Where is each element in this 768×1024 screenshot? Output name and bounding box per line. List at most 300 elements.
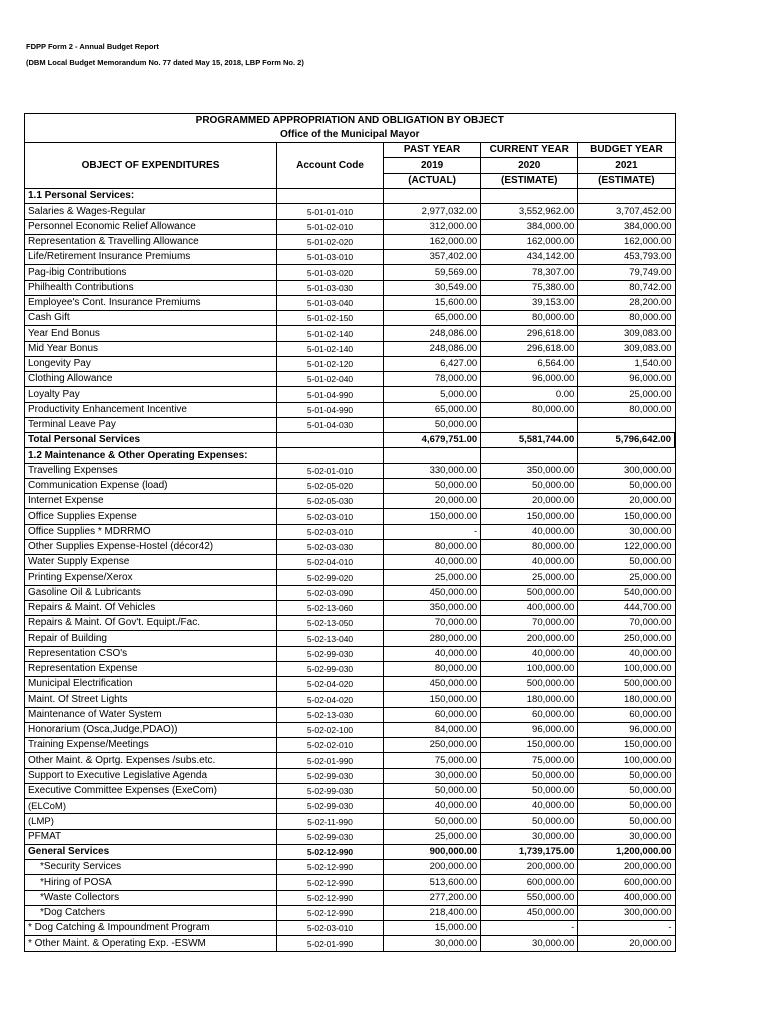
past-year-amount: 50,000.00: [384, 814, 481, 829]
table-row: [25, 829, 676, 844]
past-year-amount: 450,000.00: [384, 677, 481, 692]
expense-name: Clothing Allowance: [25, 372, 277, 387]
past-year-amount: 5,000.00: [384, 387, 481, 402]
col-header-past-year: 2019: [384, 158, 481, 173]
budget-year-amount: 50,000.00: [578, 555, 675, 570]
current-year-amount: 40,000.00: [481, 555, 578, 570]
current-year-amount: 50,000.00: [481, 783, 578, 798]
past-year-amount: 40,000.00: [384, 555, 481, 570]
account-code: 5-02-12-990: [277, 844, 384, 859]
table-row: [25, 692, 676, 707]
budget-year-amount: 384,000.00: [578, 219, 675, 234]
current-year-amount: 30,000.00: [481, 829, 578, 844]
budget-year-amount: 540,000.00: [578, 585, 675, 600]
current-year-amount: 96,000.00: [481, 372, 578, 387]
past-year-amount: 513,600.00: [384, 875, 481, 890]
past-year-amount: 218,400.00: [384, 905, 481, 920]
current-year-amount: 5,581,744.00: [481, 433, 578, 448]
account-code: 5-02-99-030: [277, 783, 384, 798]
current-year-amount: 550,000.00: [481, 890, 578, 905]
expense-name: *Waste Collectors: [25, 890, 277, 905]
table-row: [25, 860, 676, 875]
current-year-amount: 6,564.00: [481, 356, 578, 371]
past-year-amount: 50,000.00: [384, 417, 481, 432]
account-code: 5-02-01-990: [277, 753, 384, 768]
past-year-amount: 80,000.00: [384, 539, 481, 554]
expense-name: (ELCoM): [25, 799, 277, 814]
empty-cell: [384, 189, 481, 204]
expense-name: Gasoline Oil & Lubricants: [25, 585, 277, 600]
expense-name: Water Supply Expense: [25, 555, 277, 570]
past-year-amount: 50,000.00: [384, 478, 481, 493]
expense-name: Executive Committee Expenses (ExeCom): [25, 783, 277, 798]
budget-year-amount: 5,796,642.00: [578, 433, 675, 448]
table-body: [25, 189, 676, 952]
current-year-amount: 70,000.00: [481, 616, 578, 631]
col-header-budget-year: 2021: [578, 158, 675, 173]
past-year-amount: 25,000.00: [384, 570, 481, 585]
table-row: [25, 738, 676, 753]
account-code: 5-02-99-020: [277, 570, 384, 585]
budget-year-amount: 40,000.00: [578, 646, 675, 661]
table-row: [25, 646, 676, 661]
column-header-row: [25, 143, 676, 158]
table-row: [25, 326, 676, 341]
table-row: [25, 250, 676, 265]
past-year-amount: 248,086.00: [384, 326, 481, 341]
budget-year-amount: 50,000.00: [578, 814, 675, 829]
account-code: 5-02-03-010: [277, 509, 384, 524]
account-code: 5-02-12-990: [277, 890, 384, 905]
budget-year-amount: 122,000.00: [578, 539, 675, 554]
current-year-amount: 1,739,175.00: [481, 844, 578, 859]
budget-table: [24, 113, 676, 952]
account-code: 5-01-03-010: [277, 250, 384, 265]
current-year-amount: [481, 417, 578, 432]
account-code: 5-01-04-990: [277, 402, 384, 417]
past-year-amount: 30,000.00: [384, 768, 481, 783]
account-code: 5-02-03-090: [277, 585, 384, 600]
table-row: [25, 707, 676, 722]
table-subtitle: Office of the Municipal Mayor: [25, 128, 676, 143]
budget-year-amount: 300,000.00: [578, 905, 675, 920]
account-code: 5-02-13-060: [277, 600, 384, 615]
budget-year-amount: 80,000.00: [578, 311, 675, 326]
table-row: [25, 814, 676, 829]
expense-name: *Security Services: [25, 860, 277, 875]
past-year-amount: 15,600.00: [384, 295, 481, 310]
table-title: PROGRAMMED APPROPRIATION AND OBLIGATION BY OBJECT: [25, 114, 676, 129]
budget-year-amount: 180,000.00: [578, 692, 675, 707]
current-year-amount: 200,000.00: [481, 860, 578, 875]
table-row: [25, 799, 676, 814]
past-year-amount: 277,200.00: [384, 890, 481, 905]
account-code: 5-02-13-050: [277, 616, 384, 631]
expense-name: * Dog Catching & Impoundment Program: [25, 921, 277, 936]
past-year-amount: 150,000.00: [384, 509, 481, 524]
table-row: [25, 356, 676, 371]
past-year-amount: 40,000.00: [384, 799, 481, 814]
budget-year-amount: 3,707,452.00: [578, 204, 675, 219]
past-year-amount: 65,000.00: [384, 311, 481, 326]
budget-year-amount: 96,000.00: [578, 722, 675, 737]
table-row: [25, 494, 676, 509]
current-year-amount: 200,000.00: [481, 631, 578, 646]
budget-year-amount: 150,000.00: [578, 738, 675, 753]
expense-name: Maintenance of Water System: [25, 707, 277, 722]
past-year-amount: 20,000.00: [384, 494, 481, 509]
past-year-amount: 2,977,032.00: [384, 204, 481, 219]
budget-year-amount: 60,000.00: [578, 707, 675, 722]
section-row: [25, 448, 676, 463]
expense-name: Philhealth Contributions: [25, 280, 277, 295]
account-code: 5-01-04-990: [277, 387, 384, 402]
section-row: [25, 189, 676, 204]
budget-year-amount: 20,000.00: [578, 936, 675, 951]
table-row: [25, 753, 676, 768]
budget-year-amount: 100,000.00: [578, 753, 675, 768]
budget-year-amount: 250,000.00: [578, 631, 675, 646]
past-year-amount: 200,000.00: [384, 860, 481, 875]
current-year-amount: 0.00: [481, 387, 578, 402]
expense-name: *Dog Catchers: [25, 905, 277, 920]
past-year-amount: -: [384, 524, 481, 539]
budget-year-amount: 200,000.00: [578, 860, 675, 875]
current-year-amount: 40,000.00: [481, 524, 578, 539]
table-row: [25, 341, 676, 356]
budget-year-amount: 50,000.00: [578, 783, 675, 798]
expense-name: Other Supplies Expense-Hostel (décor42): [25, 539, 277, 554]
budget-year-amount: 400,000.00: [578, 890, 675, 905]
col-header-current: CURRENT YEAR: [481, 143, 578, 158]
expense-name: Communication Expense (load): [25, 478, 277, 493]
expense-name: * Other Maint. & Operating Exp. -ESWM: [25, 936, 277, 951]
table-row: [25, 936, 676, 951]
budget-year-amount: 79,749.00: [578, 265, 675, 280]
past-year-amount: 900,000.00: [384, 844, 481, 859]
table-row: [25, 265, 676, 280]
current-year-amount: 500,000.00: [481, 585, 578, 600]
expense-name: Representation Expense: [25, 661, 277, 676]
table-row: [25, 677, 676, 692]
expense-name: Cash Gift: [25, 311, 277, 326]
past-year-amount: 75,000.00: [384, 753, 481, 768]
past-year-amount: 84,000.00: [384, 722, 481, 737]
table-row: [25, 783, 676, 798]
current-year-amount: -: [481, 921, 578, 936]
empty-cell: [481, 448, 578, 463]
account-code: 5-02-99-030: [277, 646, 384, 661]
current-year-amount: 296,618.00: [481, 341, 578, 356]
table-row: [25, 478, 676, 493]
expense-name: Pag-ibig Contributions: [25, 265, 277, 280]
table-row: [25, 372, 676, 387]
account-code: 5-02-99-030: [277, 799, 384, 814]
past-year-amount: 312,000.00: [384, 219, 481, 234]
table-row: [25, 722, 676, 737]
account-code: 5-02-11-990: [277, 814, 384, 829]
budget-year-amount: -: [578, 921, 675, 936]
past-year-amount: 65,000.00: [384, 402, 481, 417]
account-code: 5-02-01-990: [277, 936, 384, 951]
col-header-budget-note: (ESTIMATE): [578, 173, 675, 188]
account-code: 5-01-02-010: [277, 219, 384, 234]
past-year-amount: 162,000.00: [384, 234, 481, 249]
expense-name: Personnel Economic Relief Allowance: [25, 219, 277, 234]
table-row: [25, 417, 676, 432]
expense-name: PFMAT: [25, 829, 277, 844]
account-code: 5-02-12-990: [277, 860, 384, 875]
expense-name: Travelling Expenses: [25, 463, 277, 478]
budget-year-amount: 25,000.00: [578, 570, 675, 585]
past-year-amount: 250,000.00: [384, 738, 481, 753]
expense-name: Repairs & Maint. Of Vehicles: [25, 600, 277, 615]
account-code: 5-01-04-030: [277, 417, 384, 432]
budget-year-amount: 30,000.00: [578, 829, 675, 844]
table-row: [25, 585, 676, 600]
expense-name: Life/Retirement Insurance Premiums: [25, 250, 277, 265]
table-row: [25, 402, 676, 417]
table-row: [25, 890, 676, 905]
budget-year-amount: 162,000.00: [578, 234, 675, 249]
table-row: [25, 204, 676, 219]
col-header-past-note: (ACTUAL): [384, 173, 481, 188]
table-row: [25, 539, 676, 554]
budget-year-amount: 100,000.00: [578, 661, 675, 676]
past-year-amount: 330,000.00: [384, 463, 481, 478]
budget-year-amount: 309,083.00: [578, 326, 675, 341]
budget-year-amount: 50,000.00: [578, 478, 675, 493]
budget-year-amount: 1,200,000.00: [578, 844, 675, 859]
account-code: 5-01-02-140: [277, 341, 384, 356]
table-row: [25, 570, 676, 585]
past-year-amount: 40,000.00: [384, 646, 481, 661]
expense-name: (LMP): [25, 814, 277, 829]
budget-year-amount: 50,000.00: [578, 768, 675, 783]
budget-year-amount: 300,000.00: [578, 463, 675, 478]
table-row: [25, 844, 676, 859]
table-row: [25, 219, 676, 234]
expense-name: Other Maint. & Oprtg. Expenses /subs.etc.: [25, 753, 277, 768]
account-code: 5-02-13-040: [277, 631, 384, 646]
empty-cell: [578, 189, 675, 204]
expense-name: Training Expense/Meetings: [25, 738, 277, 753]
col-header-past: PAST YEAR: [384, 143, 481, 158]
expense-name: Office Supplies Expense: [25, 509, 277, 524]
table-row: [25, 875, 676, 890]
current-year-amount: 50,000.00: [481, 814, 578, 829]
empty-cell: [578, 448, 675, 463]
current-year-amount: 350,000.00: [481, 463, 578, 478]
current-year-amount: 3,552,962.00: [481, 204, 578, 219]
empty-cell: [277, 448, 384, 463]
account-code: 5-02-04-020: [277, 677, 384, 692]
current-year-amount: 180,000.00: [481, 692, 578, 707]
budget-year-amount: [578, 417, 675, 432]
current-year-amount: 450,000.00: [481, 905, 578, 920]
current-year-amount: 40,000.00: [481, 646, 578, 661]
account-code: 5-02-05-030: [277, 494, 384, 509]
past-year-amount: 25,000.00: [384, 829, 481, 844]
past-year-amount: 78,000.00: [384, 372, 481, 387]
budget-year-amount: 600,000.00: [578, 875, 675, 890]
expense-name: Repairs & Maint. Of Gov't. Equipt./Fac.: [25, 616, 277, 631]
past-year-amount: 30,549.00: [384, 280, 481, 295]
past-year-amount: 59,569.00: [384, 265, 481, 280]
budget-year-amount: 1,540.00: [578, 356, 675, 371]
past-year-amount: 280,000.00: [384, 631, 481, 646]
empty-cell: [384, 448, 481, 463]
current-year-amount: 150,000.00: [481, 738, 578, 753]
current-year-amount: 384,000.00: [481, 219, 578, 234]
table-row: [25, 387, 676, 402]
table-row: [25, 661, 676, 676]
account-code: 5-02-02-010: [277, 738, 384, 753]
col-header-current-year: 2020: [481, 158, 578, 173]
budget-year-amount: 500,000.00: [578, 677, 675, 692]
past-year-amount: 60,000.00: [384, 707, 481, 722]
past-year-amount: 4,679,751.00: [384, 433, 481, 448]
expense-name: Longevity Pay: [25, 356, 277, 371]
past-year-amount: 450,000.00: [384, 585, 481, 600]
account-code: 5-02-12-990: [277, 875, 384, 890]
current-year-amount: 296,618.00: [481, 326, 578, 341]
expense-name: Maint. Of Street Lights: [25, 692, 277, 707]
account-code: 5-02-12-990: [277, 905, 384, 920]
budget-year-amount: 30,000.00: [578, 524, 675, 539]
table-row: [25, 509, 676, 524]
past-year-amount: 350,000.00: [384, 600, 481, 615]
current-year-amount: 25,000.00: [481, 570, 578, 585]
expense-name: Salaries & Wages-Regular: [25, 204, 277, 219]
expense-name: Loyalty Pay: [25, 387, 277, 402]
table-row: [25, 921, 676, 936]
account-code: 5-02-04-020: [277, 692, 384, 707]
total-row: [25, 433, 676, 448]
expense-name: Repair of Building: [25, 631, 277, 646]
table-row: [25, 280, 676, 295]
account-code: 5-02-99-030: [277, 661, 384, 676]
past-year-amount: 15,000.00: [384, 921, 481, 936]
expense-name: Representation CSO's: [25, 646, 277, 661]
account-code: 5-02-05-020: [277, 478, 384, 493]
current-year-amount: 150,000.00: [481, 509, 578, 524]
table-row: [25, 311, 676, 326]
expense-name: Honorarium (Osca,Judge,PDAO)): [25, 722, 277, 737]
current-year-amount: 50,000.00: [481, 478, 578, 493]
budget-year-amount: 96,000.00: [578, 372, 675, 387]
col-header-current-note: (ESTIMATE): [481, 173, 578, 188]
current-year-amount: 75,000.00: [481, 753, 578, 768]
account-code: 5-02-04-010: [277, 555, 384, 570]
current-year-amount: 78,307.00: [481, 265, 578, 280]
current-year-amount: 50,000.00: [481, 768, 578, 783]
expense-name: Terminal Leave Pay: [25, 417, 277, 432]
table-subtitle-row: [25, 128, 676, 143]
past-year-amount: 70,000.00: [384, 616, 481, 631]
expense-name: Year End Bonus: [25, 326, 277, 341]
expense-name: Support to Executive Legislative Agenda: [25, 768, 277, 783]
budget-year-amount: 453,793.00: [578, 250, 675, 265]
current-year-amount: 80,000.00: [481, 402, 578, 417]
past-year-amount: 6,427.00: [384, 356, 481, 371]
budget-year-amount: 309,083.00: [578, 341, 675, 356]
account-code: 5-02-01-010: [277, 463, 384, 478]
past-year-amount: 357,402.00: [384, 250, 481, 265]
table-title-row: [25, 114, 676, 129]
budget-year-amount: 28,200.00: [578, 295, 675, 310]
empty-cell: [481, 189, 578, 204]
table-row: [25, 295, 676, 310]
past-year-amount: 30,000.00: [384, 936, 481, 951]
table-row: [25, 616, 676, 631]
table-row: [25, 463, 676, 478]
table-row: [25, 555, 676, 570]
current-year-amount: 80,000.00: [481, 539, 578, 554]
expense-name: Employee's Cont. Insurance Premiums: [25, 295, 277, 310]
form-title: FDPP Form 2 - Annual Budget Report: [26, 42, 159, 51]
current-year-amount: 39,153.00: [481, 295, 578, 310]
col-header-budget: BUDGET YEAR: [578, 143, 675, 158]
account-code: 5-02-03-010: [277, 921, 384, 936]
expense-name: Office Supplies * MDRRMO: [25, 524, 277, 539]
current-year-amount: 80,000.00: [481, 311, 578, 326]
table-row: [25, 234, 676, 249]
current-year-amount: 60,000.00: [481, 707, 578, 722]
budget-year-amount: 70,000.00: [578, 616, 675, 631]
account-code: 5-02-99-030: [277, 829, 384, 844]
table-row: [25, 631, 676, 646]
past-year-amount: 80,000.00: [384, 661, 481, 676]
current-year-amount: 20,000.00: [481, 494, 578, 509]
account-code: 5-01-02-120: [277, 356, 384, 371]
budget-year-amount: 150,000.00: [578, 509, 675, 524]
current-year-amount: 434,142.00: [481, 250, 578, 265]
expense-name: Printing Expense/Xerox: [25, 570, 277, 585]
budget-year-amount: 80,000.00: [578, 402, 675, 417]
account-code: 5-02-13-030: [277, 707, 384, 722]
budget-year-amount: 80,742.00: [578, 280, 675, 295]
account-code: 5-01-03-020: [277, 265, 384, 280]
current-year-amount: 600,000.00: [481, 875, 578, 890]
expense-name: General Services: [25, 844, 277, 859]
current-year-amount: 96,000.00: [481, 722, 578, 737]
table-row: [25, 600, 676, 615]
budget-year-amount: 50,000.00: [578, 799, 675, 814]
current-year-amount: 400,000.00: [481, 600, 578, 615]
budget-year-amount: 25,000.00: [578, 387, 675, 402]
table-row: [25, 905, 676, 920]
account-code: 5-01-03-040: [277, 295, 384, 310]
account-code: 5-02-03-030: [277, 539, 384, 554]
current-year-amount: 500,000.00: [481, 677, 578, 692]
account-code: 5-01-02-150: [277, 311, 384, 326]
account-code: 5-02-02-100: [277, 722, 384, 737]
form-reference: (DBM Local Budget Memorandum No. 77 dated May 15, 2018, LBP Form No. 2): [26, 58, 304, 67]
account-code: 5-01-02-020: [277, 234, 384, 249]
account-code: 5-01-02-140: [277, 326, 384, 341]
account-code: 5-01-02-040: [277, 372, 384, 387]
table-row: [25, 524, 676, 539]
expense-name: Representation & Travelling Allowance: [25, 234, 277, 249]
current-year-amount: 100,000.00: [481, 661, 578, 676]
expense-name: Total Personal Services: [25, 433, 277, 448]
current-year-amount: 30,000.00: [481, 936, 578, 951]
account-code: 5-01-03-030: [277, 280, 384, 295]
expense-name: *Hiring of POSA: [25, 875, 277, 890]
current-year-amount: 40,000.00: [481, 799, 578, 814]
budget-year-amount: 444,700.00: [578, 600, 675, 615]
